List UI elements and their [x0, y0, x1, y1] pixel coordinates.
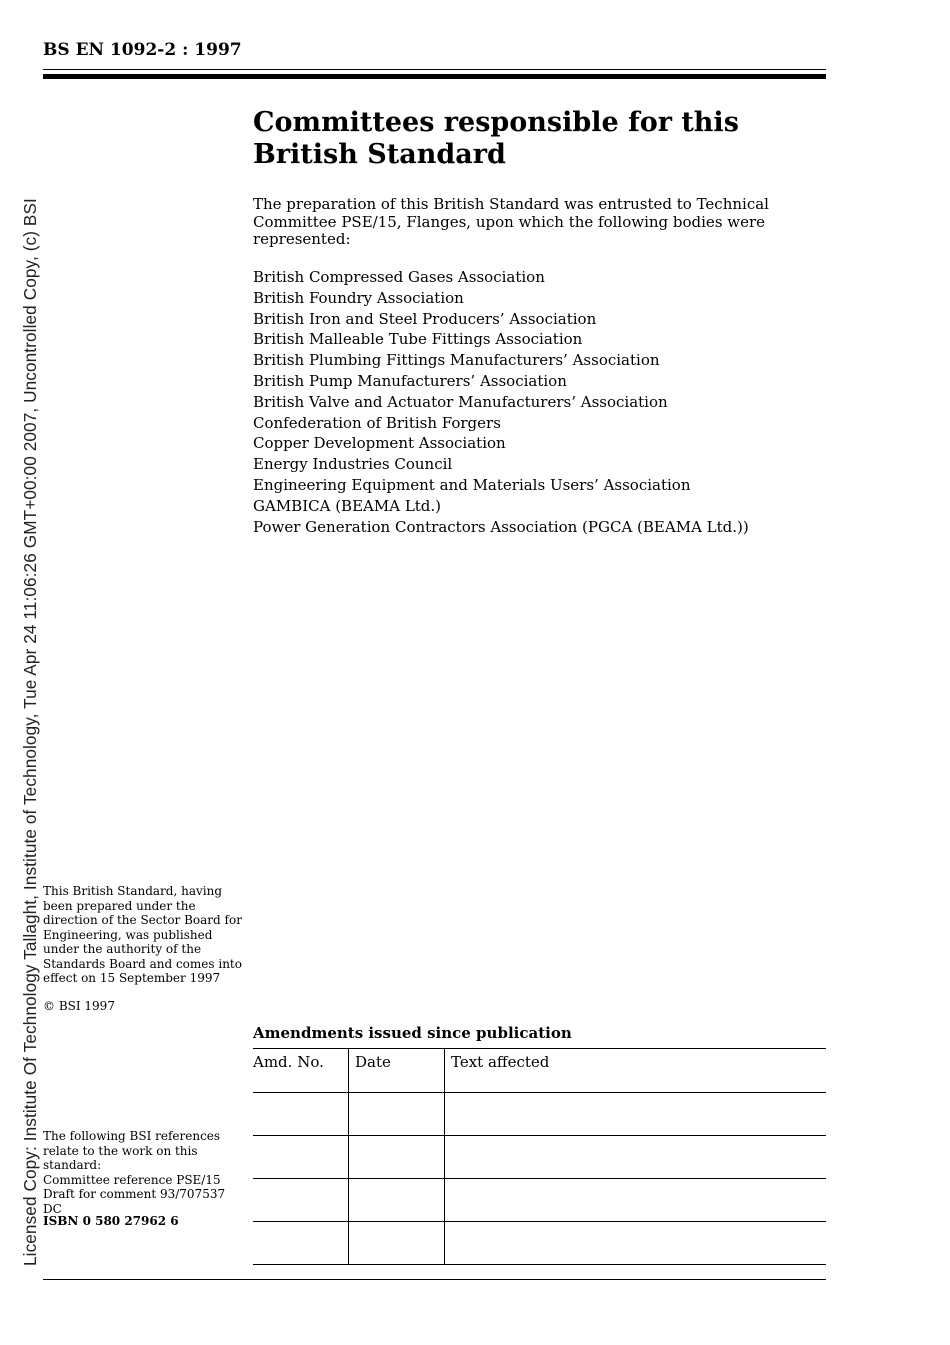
table-row [253, 1179, 826, 1222]
list-item: Power Generation Contractors Association (PGCA (BEAMA Ltd.)) [253, 517, 749, 536]
isbn: ISBN 0 580 27962 6 [43, 1214, 179, 1228]
committee-reference: Committee reference PSE/15 [43, 1172, 221, 1187]
table-header-row [253, 1049, 826, 1093]
publication-note: This British Standard, having been prepared under the direction of the Sector Board for Engineering, was published under the authority of the Standards Board and comes into effect on 15 September 1997 [43, 884, 242, 985]
title-line-1: Committees responsible for this [253, 107, 739, 138]
list-item: GAMBICA (BEAMA Ltd.) [253, 496, 442, 515]
list-item: British Plumbing Fittings Manufacturers’ Association [253, 351, 660, 370]
column-header-text-affected: Text affected [445, 1049, 827, 1093]
table-cell [253, 1222, 349, 1265]
represented-bodies-list [253, 267, 749, 537]
table-cell [253, 1179, 349, 1222]
intro-paragraph: The preparation of this British Standard was entrusted to Technical Committee PSE/15, Flanges, upon which the following bodies were represented: [253, 195, 769, 248]
table-cell [445, 1093, 827, 1136]
list-item: British Compressed Gases Association [253, 268, 545, 286]
list-item: Confederation of British Forgers [253, 413, 501, 432]
list-item: Energy Industries Council [253, 455, 453, 474]
table-row [253, 1136, 826, 1179]
column-header-amd-no: Amd. No. [253, 1049, 349, 1093]
header-rule-thin [43, 69, 826, 70]
title-line-2: British Standard [253, 139, 506, 170]
table-cell [349, 1179, 445, 1222]
table-cell [445, 1179, 827, 1222]
header-rule-thick [43, 74, 826, 79]
table-cell [253, 1136, 349, 1179]
table-cell [349, 1093, 445, 1136]
table-cell [445, 1136, 827, 1179]
draft-reference: Draft for comment 93/707537 DC [43, 1187, 226, 1216]
document-reference: BS EN 1092-2 : 1997 [43, 40, 242, 60]
table-cell [349, 1136, 445, 1179]
licensed-copy-watermark: Licensed Copy: Institute Of Technology Tallaght, Institute of Technology, Tue Apr 24 11:06:26 GMT+00:00 2007, Uncontrolled Copy, (c) BSI [20, 198, 40, 1266]
list-item: British Malleable Tube Fittings Association [253, 330, 583, 349]
page-title [253, 107, 813, 171]
copyright-notice: © BSI 1997 [43, 999, 115, 1013]
references-note [43, 1129, 243, 1216]
table-cell [445, 1222, 827, 1265]
references-intro: The following BSI references relate to the work on this standard: [43, 1129, 221, 1172]
table-cell [253, 1093, 349, 1136]
list-item: British Foundry Association [253, 288, 464, 307]
list-item: Engineering Equipment and Materials Users’ Association [253, 475, 691, 494]
list-item: British Valve and Actuator Manufacturers’ Association [253, 392, 668, 411]
list-item: British Iron and Steel Producers’ Association [253, 309, 597, 328]
list-item: British Pump Manufacturers’ Association [253, 371, 567, 390]
amendments-table [253, 1048, 826, 1265]
column-header-date: Date [349, 1049, 445, 1093]
table-row [253, 1093, 826, 1136]
list-item: Copper Development Association [253, 434, 506, 453]
table-cell [349, 1222, 445, 1265]
table-row [253, 1222, 826, 1265]
footer-rule [43, 1279, 826, 1280]
amendments-title: Amendments issued since publication [253, 1024, 572, 1042]
